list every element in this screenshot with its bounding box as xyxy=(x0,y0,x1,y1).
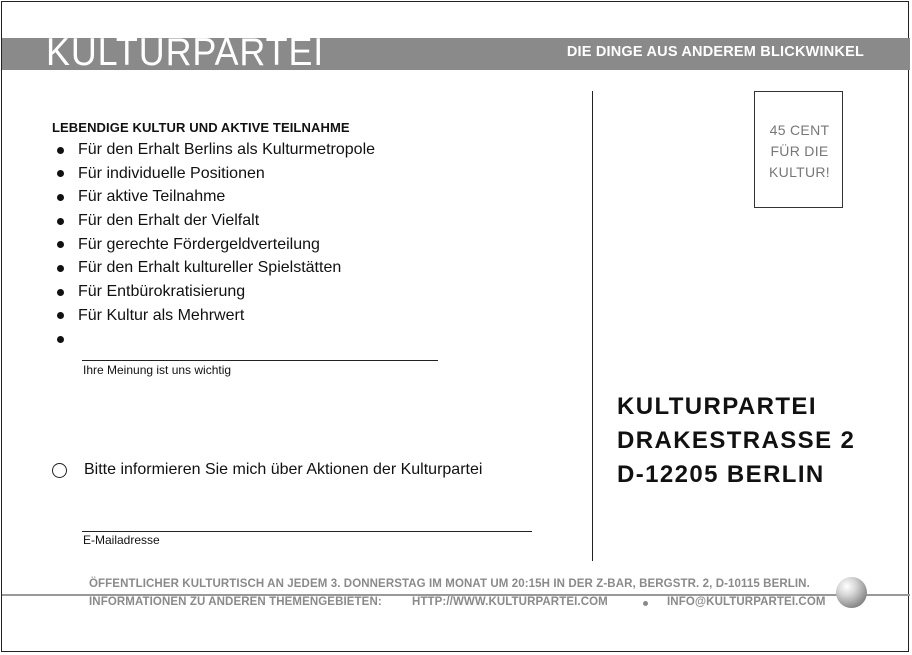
bullet-icon xyxy=(57,218,64,225)
brand-logo: KULTURPARTEI xyxy=(46,31,325,74)
footer-meeting-info: ÖFFENTLICHER KULTURTISCH AN JEDEM 3. DONNERSTAG IM MONAT UM 20:15H IN DER Z-BAR, BERGSTR. 2, D-10115 BERLIN. xyxy=(89,578,810,590)
email-link[interactable]: INFO@KULTURPARTEI.COM xyxy=(667,596,826,608)
bullet-icon xyxy=(57,194,64,201)
address-line: D-12205 BERLIN xyxy=(617,461,825,488)
recipient-address xyxy=(617,390,855,492)
address-line: DRAKESTRASSE 2 xyxy=(617,427,856,454)
website-link[interactable]: HTTP://WWW.KULTURPARTEI.COM xyxy=(412,596,608,608)
list-item: Für gerechte Fördergeldverteilung xyxy=(52,233,375,257)
email-write-line[interactable] xyxy=(82,531,532,532)
section-heading: LEBENDIGE KULTUR UND AKTIVE TEILNAHME xyxy=(52,120,350,135)
stamp-line: FÜR DIE xyxy=(770,143,829,159)
footer-topics-label: INFORMATIONEN ZU ANDEREN THEMENGEBIETEN: xyxy=(89,596,382,608)
bullet-icon xyxy=(57,265,64,272)
list-item: Für aktive Teilnahme xyxy=(52,185,375,209)
sphere-logo-icon xyxy=(836,577,867,608)
opinion-write-line[interactable] xyxy=(82,360,438,361)
bullet-icon xyxy=(57,336,64,343)
address-divider xyxy=(592,91,593,561)
inform-label: Bitte informieren Sie mich über Aktionen der Kulturpartei xyxy=(84,461,483,478)
tagline: DIE DINGE AUS ANDEREM BLICKWINKEL xyxy=(566,44,864,60)
bullet-icon xyxy=(57,147,64,154)
bullet-icon xyxy=(57,312,64,319)
separator-dot-icon xyxy=(643,601,648,606)
list-item: Für den Erhalt der Vielfalt xyxy=(52,209,375,233)
bullet-icon xyxy=(57,241,64,248)
list-item: Für Kultur als Mehrwert xyxy=(52,304,375,328)
email-label: E-Mailadresse xyxy=(83,533,160,547)
stamp-line: 45 CENT xyxy=(769,122,830,138)
list-item: Für Entbürokratisierung xyxy=(52,280,375,304)
list-item: Für individuelle Positionen xyxy=(52,162,375,186)
inform-checkbox[interactable] xyxy=(52,463,67,478)
stamp-box xyxy=(754,91,843,208)
list-item: Für den Erhalt Berlins als Kulturmetropole xyxy=(52,138,375,162)
stamp-line: KULTUR! xyxy=(769,164,830,180)
goals-list xyxy=(52,138,375,351)
list-item-blank xyxy=(52,328,375,352)
opinion-label: Ihre Meinung ist uns wichtig xyxy=(83,363,232,377)
bullet-icon xyxy=(57,170,64,177)
bullet-icon xyxy=(57,289,64,296)
list-item: Für den Erhalt kultureller Spielstätten xyxy=(52,256,375,280)
address-line: KULTURPARTEI xyxy=(617,393,817,420)
